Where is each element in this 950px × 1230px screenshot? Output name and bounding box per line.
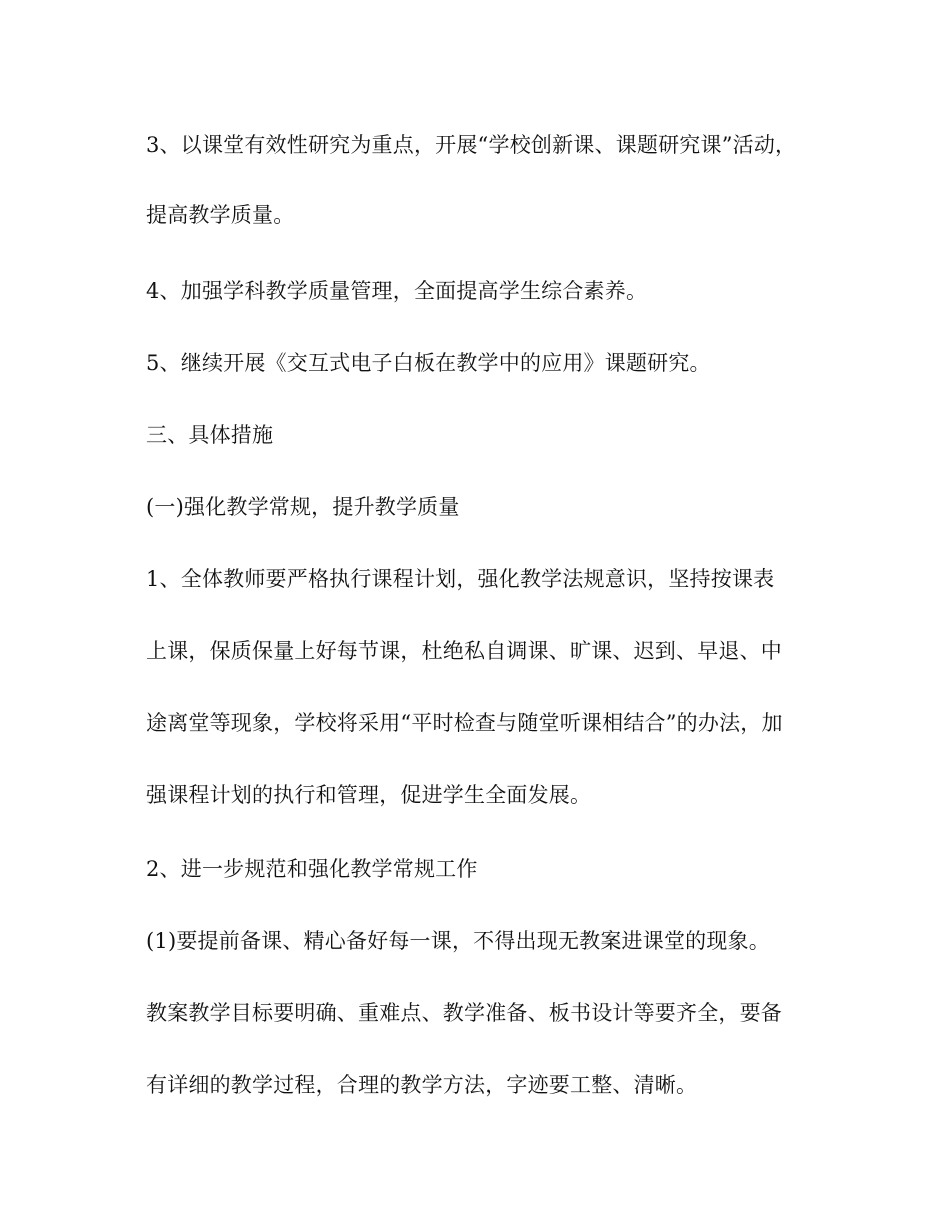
goal-5-line: 5、继续开展《交互式电子白板在教学中的应用》课题研究。 bbox=[146, 351, 711, 375]
subsection-heading: (一)强化教学常规，提升教学质量 bbox=[146, 495, 460, 519]
goal-3-line-2: 提高教学质量。 bbox=[146, 203, 295, 227]
measure-1-line-1: 1、全体教师要严格执行课程计划，强化教学法规意识，坚持按课表 bbox=[146, 567, 775, 591]
measure-1-line-3: 途离堂等现象，学校将采用“平时检查与随堂听课相结合”的办法，加 bbox=[146, 711, 783, 735]
measure-2-item-1-line-3: 有详细的教学过程，合理的教学方法，字迹要工整、清晰。 bbox=[146, 1073, 698, 1097]
measure-2-item-1-line-1: (1)要提前备课、精心备好每一课，不得出现无教案进课堂的现象。 bbox=[146, 929, 770, 953]
measure-2-item-1-line-2: 教案教学目标要明确、重难点、教学准备、板书设计等要齐全，要备 bbox=[146, 1001, 782, 1025]
goal-3-line-1: 3、以课堂有效性研究为重点，开展“学校创新课、课题研究课”活动， bbox=[146, 133, 797, 157]
goal-4-line: 4、加强学科教学质量管理，全面提高学生综合素养。 bbox=[146, 279, 648, 303]
measure-1-line-4: 强课程计划的执行和管理，促进学生全面发展。 bbox=[146, 783, 592, 807]
measure-2-heading: 2、进一步规范和强化教学常规工作 bbox=[146, 857, 478, 881]
section-heading: 三、具体措施 bbox=[146, 423, 274, 447]
measure-1-line-2: 上课，保质保量上好每节课，杜绝私自调课、旷课、迟到、早退、中 bbox=[146, 639, 782, 663]
